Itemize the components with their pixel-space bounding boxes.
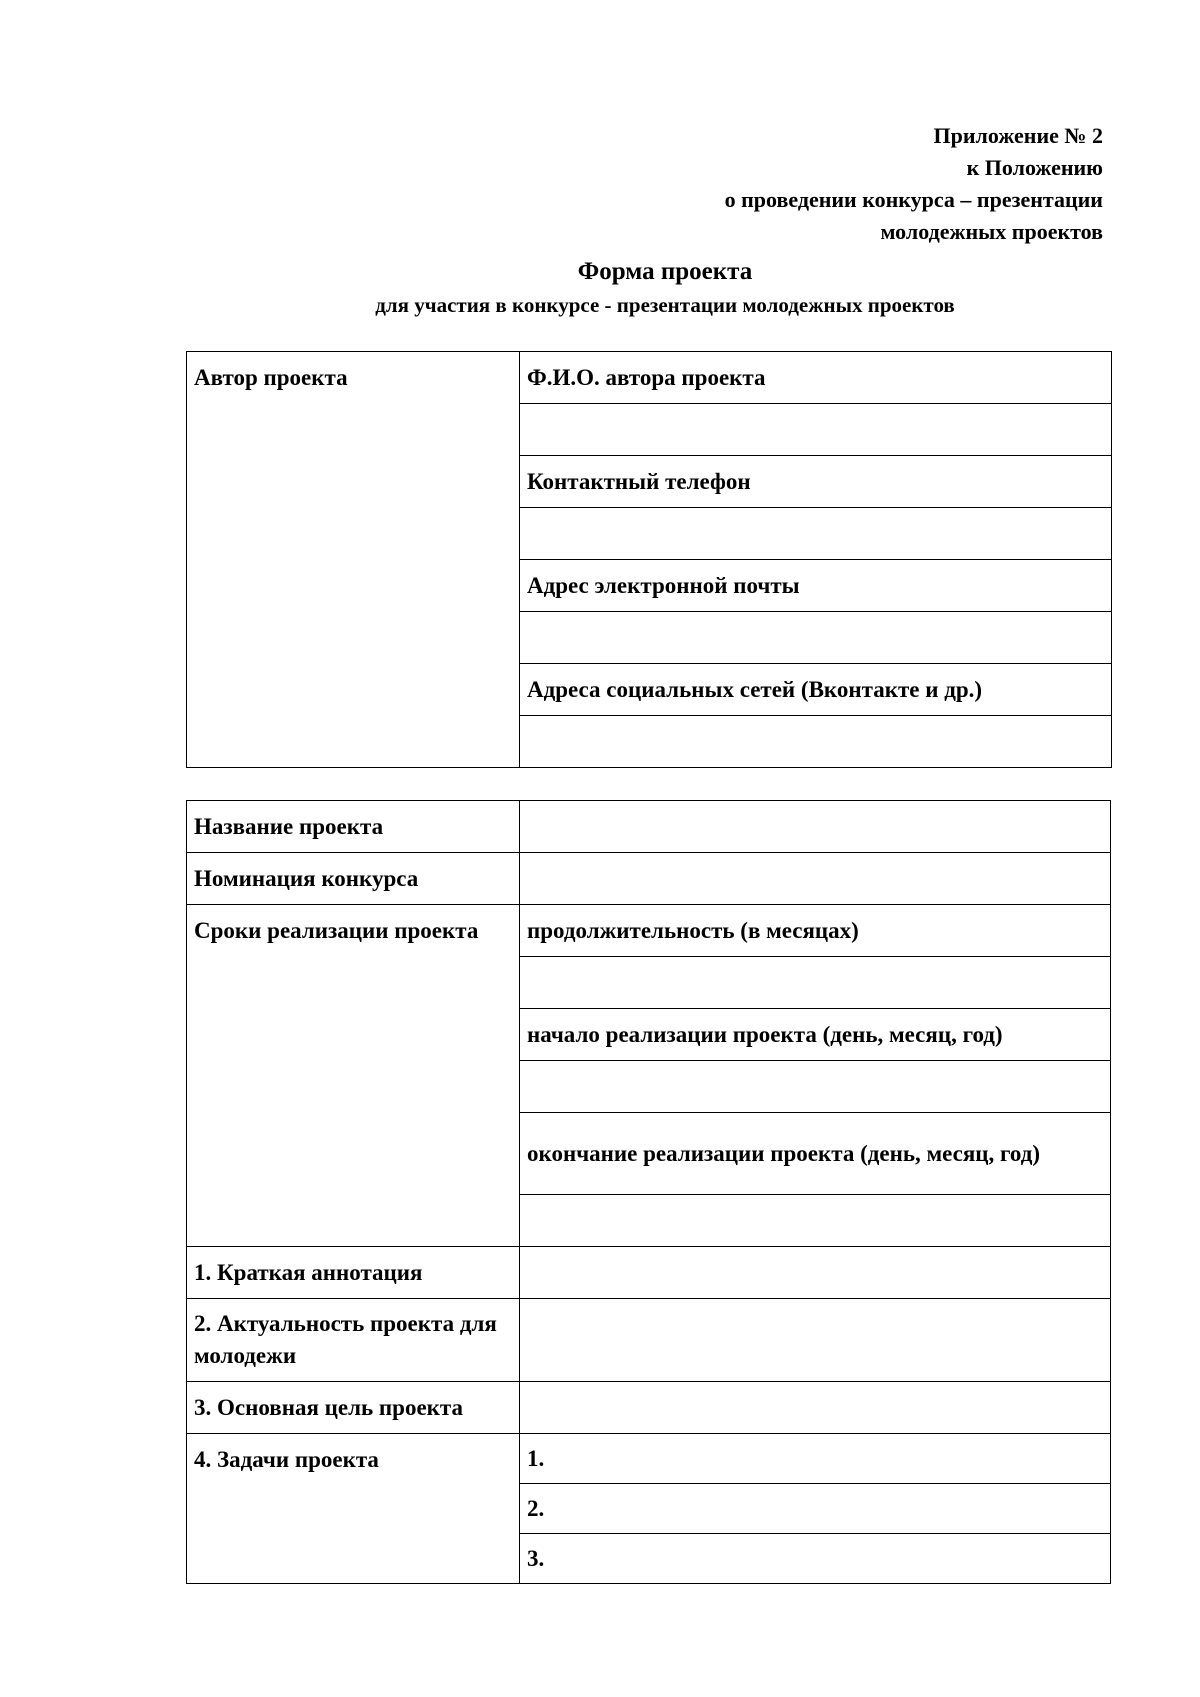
form-subtitle: для участия в конкурсе - презентации молодежных проектов <box>375 293 955 317</box>
form-title: Форма проекта <box>577 258 753 285</box>
author-email-label: Адрес электронной почты <box>520 560 1112 612</box>
task-item-1[interactable]: 1. <box>520 1434 1111 1484</box>
task-item-2[interactable]: 2. <box>520 1484 1111 1534</box>
author-label: Автор проекта <box>187 352 520 768</box>
author-table <box>186 351 1112 768</box>
relevance-input[interactable] <box>520 1299 1111 1382</box>
author-phone-label: Контактный телефон <box>520 456 1112 508</box>
task-item-3[interactable]: 3. <box>520 1534 1111 1584</box>
duration-input[interactable] <box>520 957 1111 1009</box>
author-social-label: Адреса социальных сетей (Вконтакте и др.) <box>520 664 1112 716</box>
goal-label: 3. Основная цель проекта <box>187 1382 520 1434</box>
goal-input[interactable] <box>520 1382 1111 1434</box>
author-fullname-label: Ф.И.О. автора проекта <box>520 352 1112 404</box>
annotation-label: 1. Краткая аннотация <box>187 1247 520 1299</box>
nomination-label: Номинация конкурса <box>187 853 520 905</box>
author-email-input[interactable] <box>520 612 1112 664</box>
appendix-reference: к Положению <box>966 155 1103 180</box>
appendix-number: Приложение № 2 <box>933 123 1103 148</box>
nomination-input[interactable] <box>520 853 1111 905</box>
author-fullname-input[interactable] <box>520 404 1112 456</box>
author-phone-input[interactable] <box>520 508 1112 560</box>
project-table <box>186 800 1111 1584</box>
author-social-input[interactable] <box>520 716 1112 768</box>
start-date-label: начало реализации проекта (день, месяц, год) <box>520 1009 1111 1061</box>
relevance-label: 2. Актуальность проекта для молодежи <box>187 1299 520 1382</box>
start-date-input[interactable] <box>520 1061 1111 1113</box>
project-name-label: Название проекта <box>187 801 520 853</box>
end-date-label: окончание реализации проекта (день, месяц, год) <box>520 1113 1111 1195</box>
appendix-regulation: о проведении конкурса – презентации <box>724 187 1103 212</box>
timing-label: Сроки реализации проекта <box>187 905 520 1247</box>
end-date-input[interactable] <box>520 1195 1111 1247</box>
tasks-label: 4. Задачи проекта <box>187 1434 520 1584</box>
annotation-input[interactable] <box>520 1247 1111 1299</box>
appendix-regulation-cont: молодежных проектов <box>880 219 1103 244</box>
duration-label: продолжительность (в месяцах) <box>520 905 1111 957</box>
appendix-header <box>725 120 1103 248</box>
project-name-input[interactable] <box>520 801 1111 853</box>
